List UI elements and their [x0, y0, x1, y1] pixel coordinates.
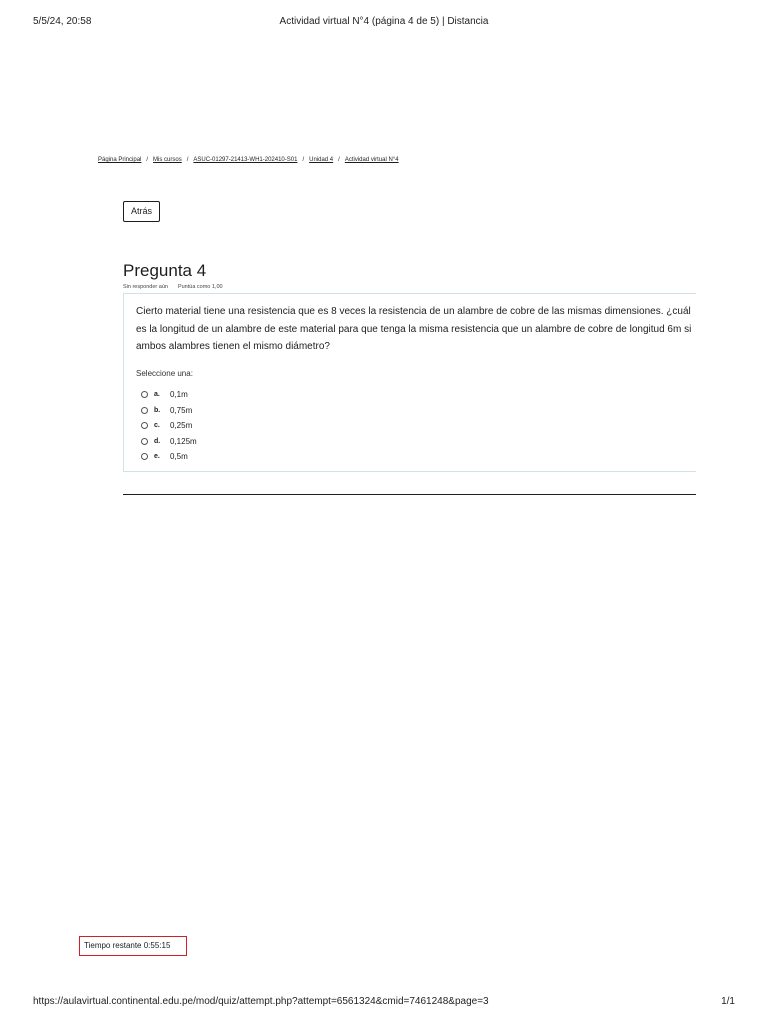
answer-option-a[interactable] [141, 387, 197, 403]
breadcrumb-course[interactable]: ASUC-01297-21413-WH1-202410-S01 [193, 157, 298, 163]
section-divider [123, 494, 696, 495]
answer-value: 0,75m [170, 405, 193, 415]
question-title: Pregunta 4 [123, 261, 207, 280]
question-prompt: Seleccione una: [136, 369, 193, 378]
breadcrumb-unit[interactable]: Unidad 4 [309, 157, 334, 163]
answer-list [141, 387, 197, 465]
answer-value: 0,25m [170, 421, 193, 431]
print-title: Actividad virtual N°4 (página 4 de 5) | Distancia [279, 16, 489, 27]
answer-option-c[interactable] [141, 418, 197, 434]
print-header [0, 16, 768, 30]
breadcrumb-separator: / [302, 157, 305, 163]
time-remaining: Tiempo restante 0:55:15 [79, 936, 187, 956]
breadcrumb-separator: / [338, 157, 340, 163]
print-footer [0, 996, 768, 1010]
question-status: Sin responder aún [123, 284, 168, 290]
answer-option-e[interactable] [141, 449, 197, 465]
breadcrumb-separator: / [146, 157, 149, 163]
radio-button[interactable] [141, 422, 148, 429]
breadcrumb-my-courses[interactable]: Mis cursos [153, 157, 182, 163]
answer-letter: d. [154, 437, 161, 445]
print-page-number: 1/1 [721, 996, 735, 1007]
radio-button[interactable] [141, 438, 148, 445]
question-box [123, 293, 696, 472]
question-points: Puntúa como 1,00 [177, 284, 223, 290]
answer-letter: e. [154, 453, 160, 461]
print-datetime: 5/5/24, 20:58 [33, 16, 92, 27]
answer-value: 0,1m [170, 390, 188, 400]
answer-option-b[interactable] [141, 403, 197, 419]
answer-letter: c. [154, 422, 160, 430]
back-button[interactable]: Atrás [123, 201, 160, 222]
question-meta [123, 284, 223, 290]
breadcrumb [98, 157, 399, 163]
radio-button[interactable] [141, 453, 148, 460]
question-text: Cierto material tiene una resistencia que es 8 veces la resistencia de un alambre de cobre de las mismas dimensiones. ¿cuál es la longitud de un alambre de este material para que tenga la misma resistencia que un alambre de cobre de longitud 6m si ambos alambres tienen el mismo diámetro? [136, 306, 692, 352]
breadcrumb-activity[interactable]: Actividad virtual N°4 [344, 157, 399, 163]
answer-value: 0,5m [170, 452, 188, 462]
answer-letter: b. [154, 406, 161, 414]
radio-button[interactable] [141, 391, 148, 398]
breadcrumb-separator: / [186, 157, 189, 163]
breadcrumb-home[interactable]: Página Principal [98, 157, 142, 163]
answer-value: 0,125m [170, 436, 197, 446]
print-url: https://aulavirtual.continental.edu.pe/mod/quiz/attempt.php?attempt=6561324&cmid=7461248&page=3 [33, 996, 489, 1007]
radio-button[interactable] [141, 407, 148, 414]
answer-letter: a. [154, 391, 160, 399]
answer-option-d[interactable] [141, 434, 197, 450]
